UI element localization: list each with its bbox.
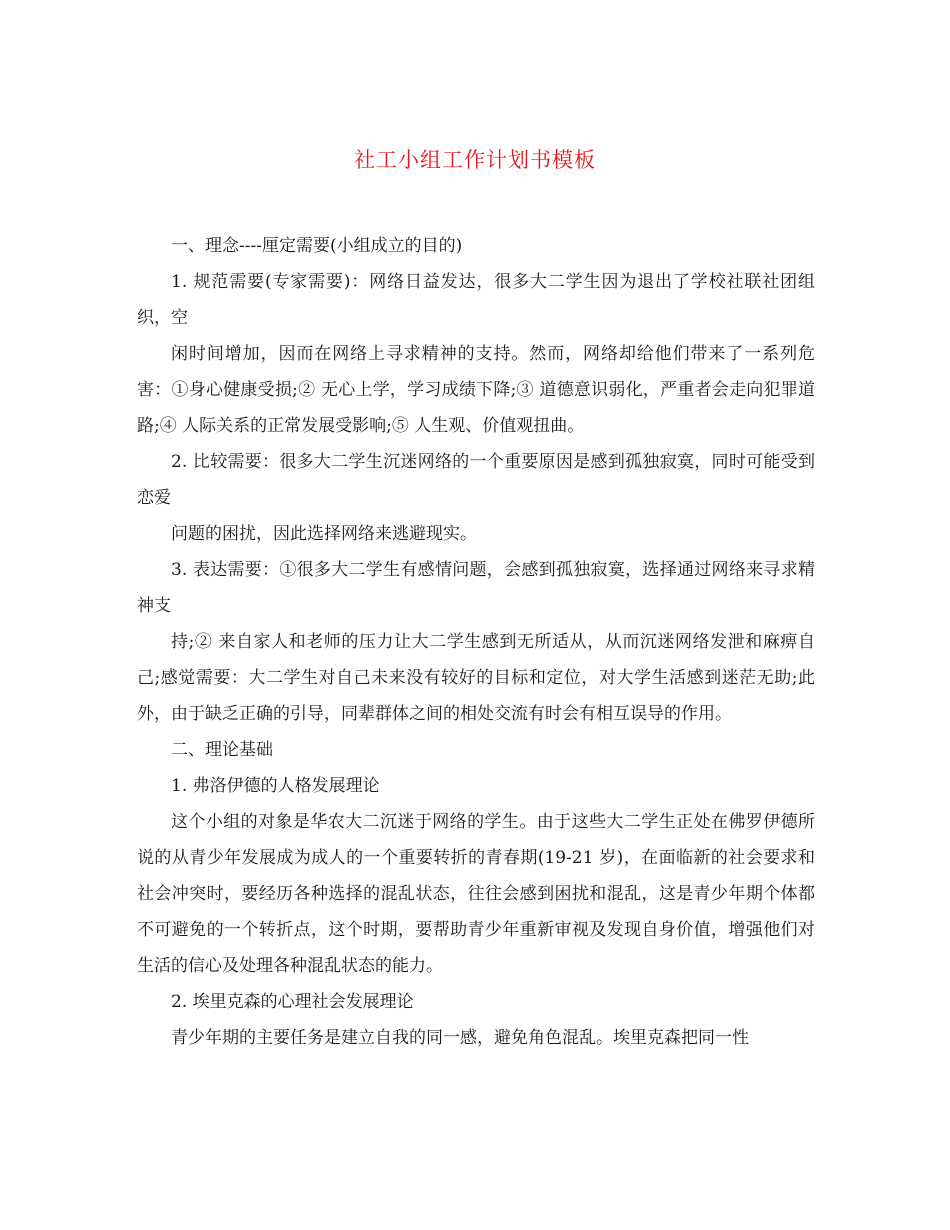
heading-theory: 二、理论基础 [171, 740, 273, 760]
document-title: 社工小组工作计划书模板 [354, 148, 596, 172]
paragraph-erikson: 青少年期的主要任务是建立自我的同一感，避免角色混乱。埃里克森把同一性 [171, 1028, 749, 1048]
document-body [137, 228, 815, 1056]
paragraph-normative-need: 1. 规范需要(专家需要)：网络日益发达，很多大二学生因为退出了学校社联社团组织，空 [137, 272, 815, 328]
subheading-erikson: 2. 埃里克森的心理社会发展理论 [171, 992, 414, 1012]
paragraph-normative-need-cont: 闲时间增加，因而在网络上寻求精神的支持。然而，网络却给他们带来了一系列危害：①身心健康受损;② 无心上学，学习成绩下降;③ 道德意识弱化，严重者会走向犯罪道路;④ 人际关系的正常发展受影响;⑤ 人生观、价值观扭曲。 [137, 344, 815, 436]
paragraph-expressed-need-cont: 持;② 来自家人和老师的压力让大二学生感到无所适从，从而沉迷网络发泄和麻痹自己;感觉需要：大二学生对自己未来没有较好的目标和定位，对大学生活感到迷茫无助;此外，由于缺乏正确的引导，同辈群体之间的相处交流有时会有相互误导的作用。 [137, 632, 815, 724]
heading-concept: 一、理念----厘定需要(小组成立的目的) [171, 236, 463, 256]
paragraph-expressed-need: 3. 表达需要：①很多大二学生有感情问题，会感到孤独寂寞，选择通过网络来寻求精神支 [137, 560, 815, 616]
paragraph-comparative-need: 2. 比较需要：很多大二学生沉迷网络的一个重要原因是感到孤独寂寞，同时可能受到恋爱 [137, 452, 815, 508]
subheading-freud: 1. 弗洛伊德的人格发展理论 [171, 776, 380, 796]
paragraph-freud: 这个小组的对象是华农大二沉迷于网络的学生。由于这些大二学生正处在佛罗伊德所说的从青少年发展成为成人的一个重要转折的青春期(19-21 岁)，在面临新的社会要求和社会冲突时，要经历各种选择的混乱状态，往往会感到困扰和混乱，这是青少年期个体都不可避免的一个转折点，这个时期，要帮助青少年重新审视及发现自身价值，增强他们对生活的信心及处理各种混乱状态的能力。 [137, 812, 815, 976]
paragraph-comparative-need-cont: 问题的困扰，因此选择网络来逃避现实。 [171, 524, 477, 544]
